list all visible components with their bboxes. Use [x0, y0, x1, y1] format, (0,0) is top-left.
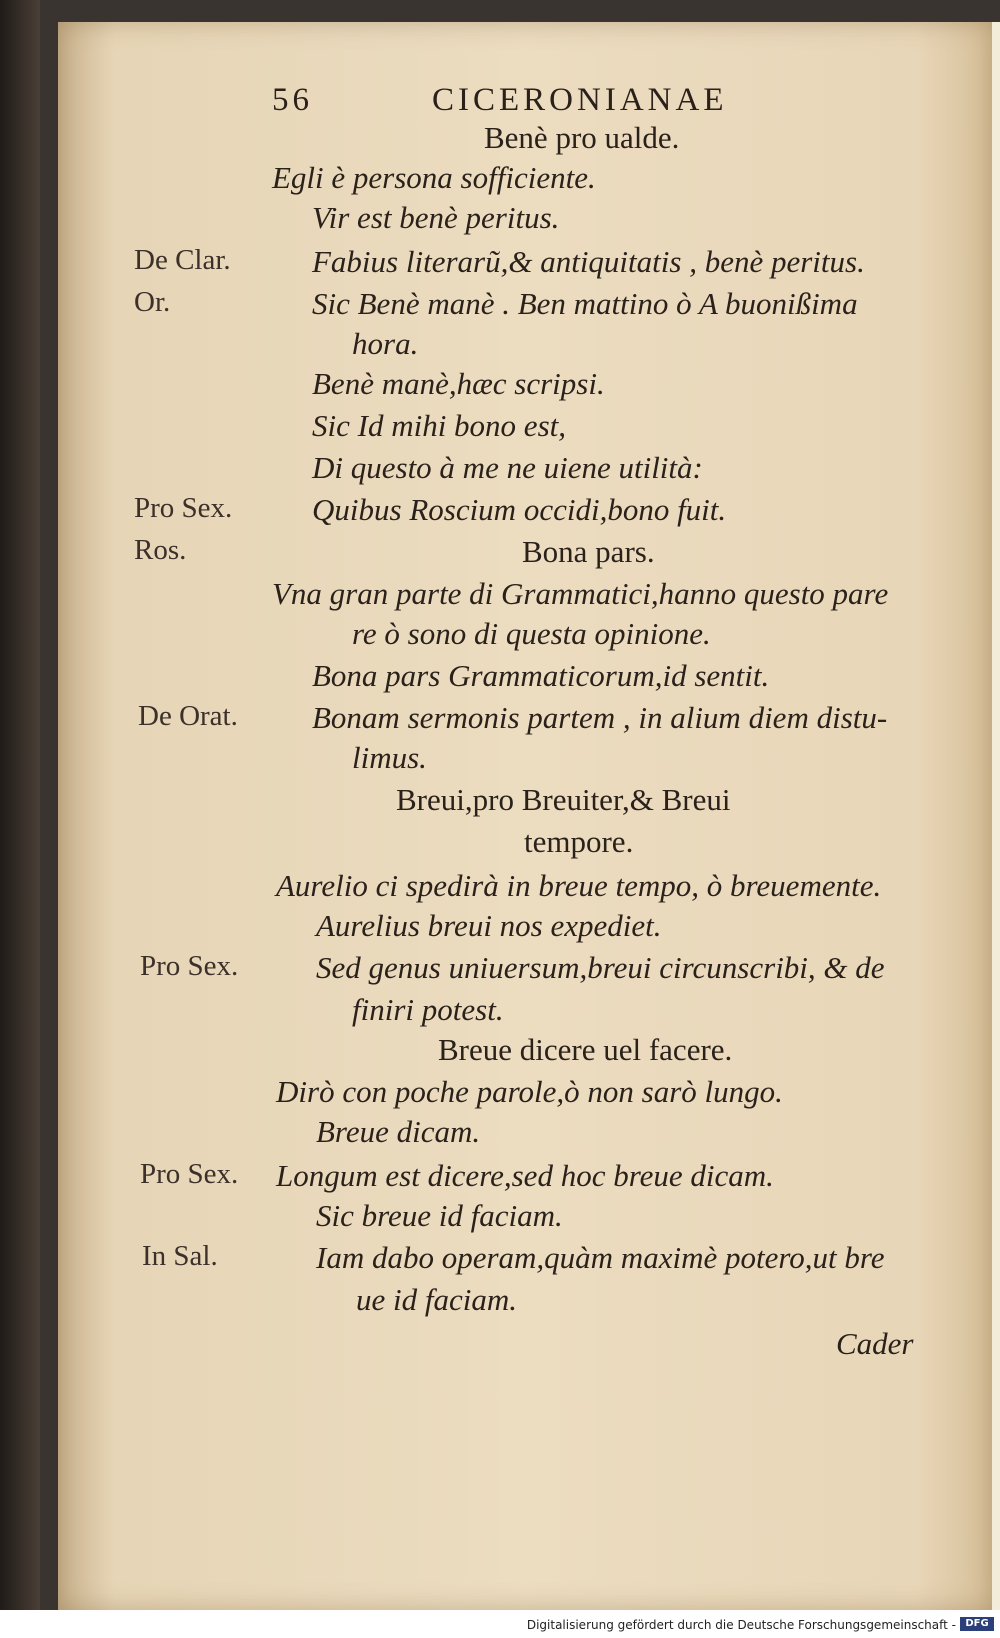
text-line: tempore.	[524, 824, 634, 859]
text-line: Benè pro ualde.	[484, 120, 680, 155]
text-line: finiri potest.	[352, 992, 504, 1027]
text-line: Egli è persona sofficiente.	[272, 160, 596, 195]
text-line: Sic Benè manè . Ben mattino ò A buonißima	[312, 286, 858, 321]
text-line: Breue dicere uel facere.	[438, 1032, 733, 1067]
scan-edge	[0, 0, 40, 1638]
running-head: CICERONIANAE	[432, 82, 728, 118]
text-line: Sic breue id faciam.	[316, 1198, 563, 1233]
text-line: ue id faciam.	[356, 1282, 517, 1317]
text-line: Sic Id mihi bono est,	[312, 408, 566, 443]
text-line: Dirò con poche parole,ò non sarò lungo.	[276, 1074, 783, 1109]
text-line: limus.	[352, 740, 427, 775]
catchword: Cader	[836, 1326, 914, 1361]
text-line: Aurelius breui nos expediet.	[316, 908, 662, 943]
margin-note: De Orat.	[138, 700, 238, 732]
page-edge	[992, 22, 1000, 1610]
margin-note: In Sal.	[142, 1240, 218, 1272]
text-line: Bona pars Grammaticorum,id sentit.	[312, 658, 770, 693]
text-line: Longum est dicere,sed hoc breue dicam.	[276, 1158, 774, 1193]
margin-note: Pro Sex.	[140, 1158, 239, 1190]
footer-bar	[0, 1610, 1000, 1638]
text-line: Benè manè,hæc scripsi.	[312, 366, 605, 401]
margin-note: Or.	[134, 286, 171, 318]
text-line: Vna gran parte di Grammatici,hanno questo pare	[272, 576, 889, 611]
text-line: hora.	[352, 326, 419, 361]
text-line: Sed genus uniuersum,breui circunscribi, & de	[316, 950, 885, 985]
text-line: Di questo à me ne uiene utilità:	[312, 450, 703, 485]
text-line: Iam dabo operam,quàm maximè potero,ut bre	[316, 1240, 885, 1275]
text-line: re ò sono di questa opinione.	[352, 616, 711, 651]
text-line: Bonam sermonis partem , in alium diem distu-	[312, 700, 888, 735]
footer-credit: Digitalisierung gefördert durch die Deutsche Forschungsgemeinschaft -	[526, 1618, 956, 1632]
margin-note: Pro Sex.	[134, 492, 233, 524]
text-line: Fabius literarũ,& antiquitatis , benè peritus.	[312, 244, 865, 279]
text-line: Bona pars.	[522, 534, 655, 569]
text-line: Aurelio ci spedirà in breue tempo, ò breuemente.	[276, 868, 882, 903]
text-line: Breui,pro Breuiter,& Breui	[396, 782, 731, 817]
dfg-logo: DFG	[960, 1617, 994, 1631]
margin-note: De Clar.	[134, 244, 231, 276]
text-line: Quibus Roscium occidi,bono fuit.	[312, 492, 727, 527]
page-number: 56	[272, 82, 313, 118]
margin-note: Pro Sex.	[140, 950, 239, 982]
margin-note: Ros.	[134, 534, 187, 566]
text-line: Vir est benè peritus.	[312, 200, 560, 235]
text-line: Breue dicam.	[316, 1114, 481, 1149]
